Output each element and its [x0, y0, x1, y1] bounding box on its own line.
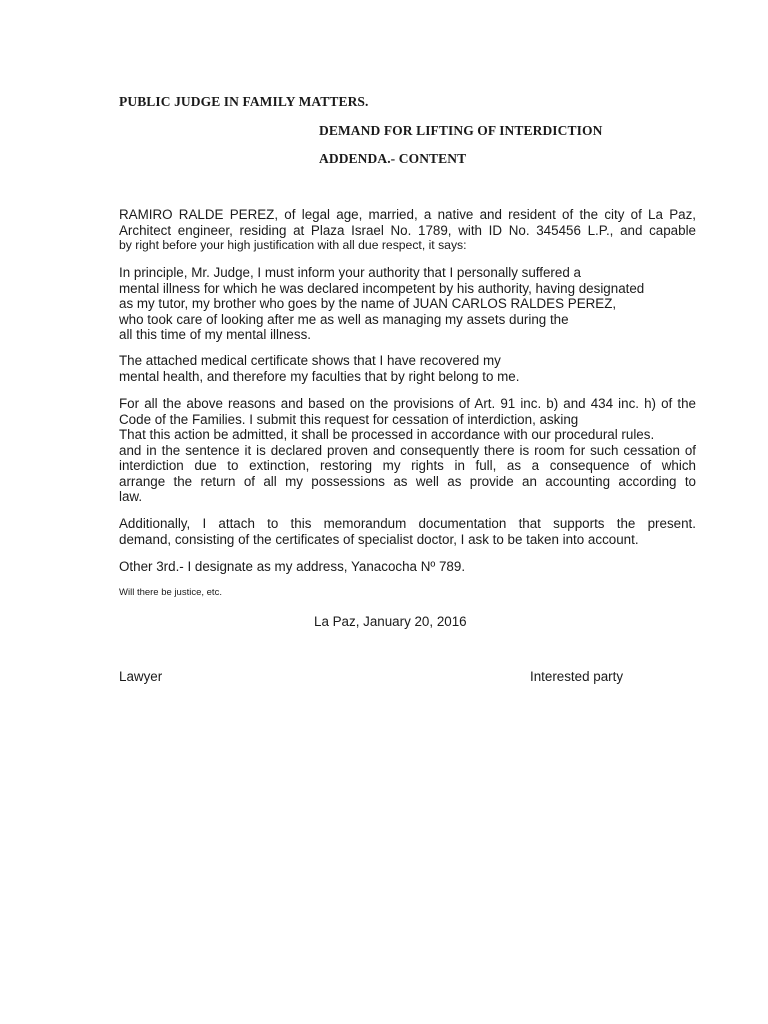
paragraph-line: all this time of my mental illness.	[119, 327, 311, 342]
paragraph-line: as my tutor, my brother who goes by the name of JUAN CARLOS RALDES PEREZ,	[119, 296, 617, 311]
addenda-heading: ADDENDA.- CONTENT	[319, 151, 467, 166]
paragraph-identification	[119, 207, 696, 254]
paragraph-line: Architect engineer, residing at Plaza Israel No. 1789, with ID No. 345456 L.P., and capable	[119, 222, 696, 238]
paragraph-line: Code of the Families. I submit this request for cessation of interdiction, asking	[119, 411, 579, 427]
paragraph-line: law.	[119, 489, 143, 504]
paragraph-line: That this action be admitted, it shall be processed in accordance with our procedural rules.	[119, 427, 655, 442]
paragraph-attachments	[119, 516, 696, 547]
paragraph-line: For all the above reasons and based on the provisions of Art. 91 inc. b) and 434 inc. h) of the	[119, 396, 696, 411]
paragraph-line: mental illness for which he was declared incompetent by his authority, having designated	[119, 280, 645, 296]
paragraph-line: and in the sentence it is declared proven and consequently there is room for such cessation of	[119, 442, 696, 458]
paragraph-line: interdiction due to extinction, restoring my rights in full, as a consequence of which	[119, 458, 696, 473]
paragraph-address	[119, 559, 696, 575]
paragraph-line: Other 3rd.- I designate as my address, Yanacocha Nº 789.	[119, 559, 466, 574]
paragraph-line: The attached medical certificate shows that I have recovered my	[119, 353, 501, 368]
closing-formula: Will there be justice, etc.	[119, 587, 222, 598]
paragraph-certificate	[119, 353, 696, 384]
paragraph-line: mental health, and therefore my faculties that by right belong to me.	[119, 368, 520, 384]
paragraph-line: demand, consisting of the certificates of specialist doctor, I ask to be taken into account.	[119, 531, 639, 547]
paragraph-line: who took care of looking after me as well as managing my assets during the	[119, 311, 569, 327]
signature-interested-party: Interested party	[530, 669, 624, 684]
subject-heading: DEMAND FOR LIFTING OF INTERDICTION	[319, 123, 603, 138]
paragraph-line: RAMIRO RALDE PEREZ, of legal age, married, a native and resident of the city of La Paz,	[119, 207, 696, 222]
paragraph-line: Additionally, I attach to this memorandum documentation that supports the present.	[119, 516, 696, 531]
paragraph-line: by right before your high justification with all due respect, it says:	[119, 238, 467, 252]
signature-lawyer: Lawyer	[119, 669, 163, 684]
paragraph-line: In principle, Mr. Judge, I must inform your authority that I personally suffered a	[119, 265, 581, 280]
court-heading: PUBLIC JUDGE IN FAMILY MATTERS.	[119, 94, 369, 109]
paragraph-background	[119, 265, 696, 343]
paragraph-line: arrange the return of all my possessions as well as provide an accounting according to	[119, 473, 696, 489]
paragraph-request	[119, 396, 696, 505]
place-date: La Paz, January 20, 2016	[314, 614, 467, 629]
